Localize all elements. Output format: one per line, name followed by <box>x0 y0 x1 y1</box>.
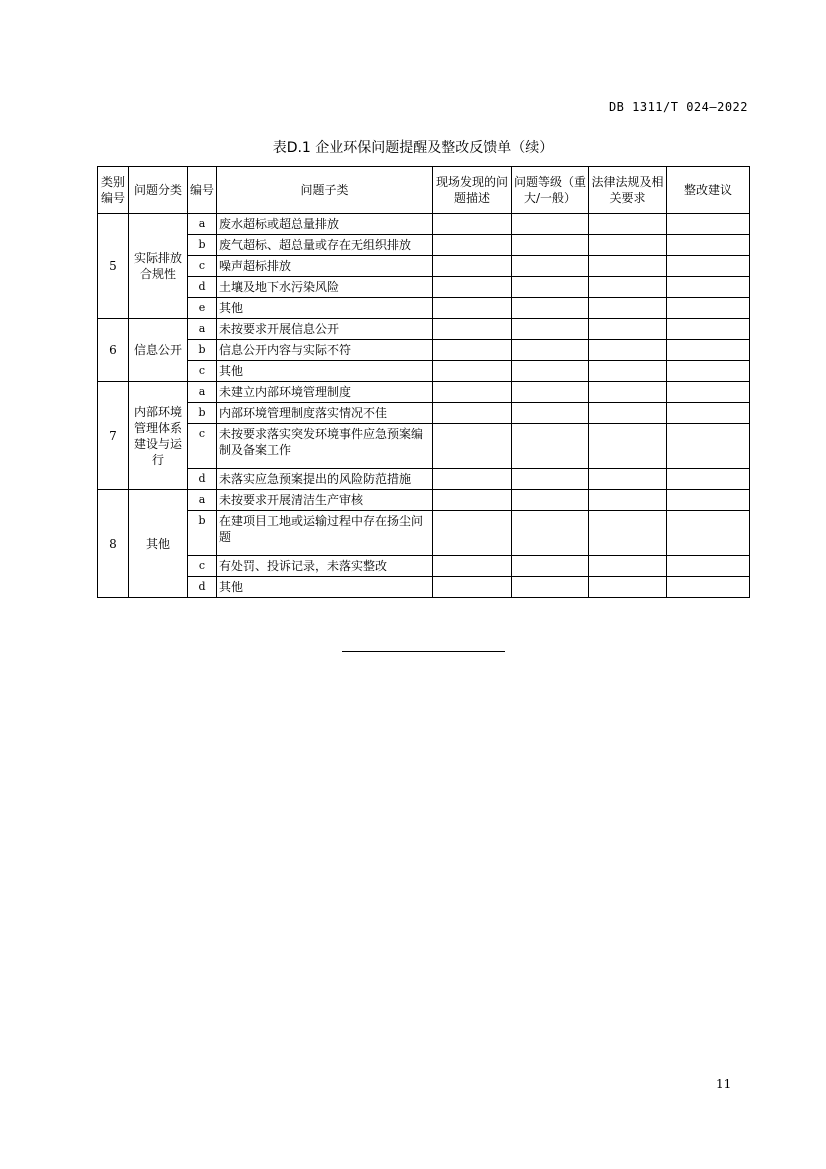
level-cell[interactable] <box>512 256 589 277</box>
item-subcategory-cell: 在建项目工地或运输过程中存在扬尘问题 <box>217 511 433 556</box>
item-letter-cell: c <box>188 424 217 469</box>
level-cell[interactable] <box>512 361 589 382</box>
item-letter-cell: e <box>188 298 217 319</box>
laws-cell[interactable] <box>589 556 667 577</box>
item-subcategory-cell: 废气超标、超总量或存在无组织排放 <box>217 235 433 256</box>
table-row <box>98 298 750 319</box>
item-subcategory-cell: 其他 <box>217 361 433 382</box>
suggestion-cell[interactable] <box>667 424 750 469</box>
suggestion-cell[interactable] <box>667 403 750 424</box>
item-subcategory-cell: 信息公开内容与实际不符 <box>217 340 433 361</box>
laws-cell[interactable] <box>589 298 667 319</box>
header-level: 问题等级（重大/一般） <box>512 167 589 214</box>
level-cell[interactable] <box>512 319 589 340</box>
item-subcategory-cell: 废水超标或超总量排放 <box>217 214 433 235</box>
category-id-cell: 5 <box>98 214 129 319</box>
item-letter-cell: a <box>188 382 217 403</box>
item-subcategory-cell: 未建立内部环境管理制度 <box>217 382 433 403</box>
item-letter-cell: c <box>188 361 217 382</box>
end-rule <box>342 651 505 652</box>
laws-cell[interactable] <box>589 340 667 361</box>
laws-cell[interactable] <box>589 469 667 490</box>
description-cell[interactable] <box>433 403 512 424</box>
category-name-cell: 实际排放合规性 <box>129 214 188 319</box>
description-cell[interactable] <box>433 490 512 511</box>
suggestion-cell[interactable] <box>667 340 750 361</box>
level-cell[interactable] <box>512 577 589 598</box>
suggestion-cell[interactable] <box>667 277 750 298</box>
table-row <box>98 214 750 235</box>
level-cell[interactable] <box>512 382 589 403</box>
description-cell[interactable] <box>433 469 512 490</box>
item-subcategory-cell: 未按要求开展清洁生产审核 <box>217 490 433 511</box>
description-cell[interactable] <box>433 235 512 256</box>
description-cell[interactable] <box>433 214 512 235</box>
category-id-cell: 8 <box>98 490 129 598</box>
category-id-cell: 6 <box>98 319 129 382</box>
item-subcategory-cell: 未按要求开展信息公开 <box>217 319 433 340</box>
header-category-id: 类别编号 <box>98 167 129 214</box>
document-code: DB 1311/T 024—2022 <box>608 100 748 114</box>
category-name-cell: 信息公开 <box>129 319 188 382</box>
table-row <box>98 469 750 490</box>
level-cell[interactable] <box>512 235 589 256</box>
level-cell[interactable] <box>512 469 589 490</box>
suggestion-cell[interactable] <box>667 319 750 340</box>
table-row <box>98 577 750 598</box>
level-cell[interactable] <box>512 556 589 577</box>
item-subcategory-cell: 有处罚、投诉记录，未落实整改 <box>217 556 433 577</box>
suggestion-cell[interactable] <box>667 256 750 277</box>
item-subcategory-cell: 内部环境管理制度落实情况不佳 <box>217 403 433 424</box>
table-row <box>98 319 750 340</box>
laws-cell[interactable] <box>589 277 667 298</box>
suggestion-cell[interactable] <box>667 490 750 511</box>
table-row <box>98 490 750 511</box>
table-row <box>98 403 750 424</box>
level-cell[interactable] <box>512 511 589 556</box>
table-row <box>98 424 750 469</box>
feedback-table <box>97 166 750 598</box>
suggestion-cell[interactable] <box>667 469 750 490</box>
laws-cell[interactable] <box>589 511 667 556</box>
category-name-cell: 其他 <box>129 490 188 598</box>
level-cell[interactable] <box>512 424 589 469</box>
table-title: 表D.1 企业环保问题提醒及整改反馈单（续） <box>272 140 554 156</box>
suggestion-cell[interactable] <box>667 235 750 256</box>
item-subcategory-cell: 未落实应急预案提出的风险防范措施 <box>217 469 433 490</box>
laws-cell[interactable] <box>589 235 667 256</box>
table-row <box>98 511 750 556</box>
level-cell[interactable] <box>512 403 589 424</box>
description-cell[interactable] <box>433 256 512 277</box>
item-subcategory-cell: 噪声超标排放 <box>217 256 433 277</box>
table-body <box>98 214 750 598</box>
item-subcategory-cell: 土壤及地下水污染风险 <box>217 277 433 298</box>
header-category: 问题分类 <box>129 167 188 214</box>
table-row <box>98 382 750 403</box>
suggestion-cell[interactable] <box>667 556 750 577</box>
table-row <box>98 361 750 382</box>
header-row <box>98 167 750 214</box>
description-cell[interactable] <box>433 298 512 319</box>
page-number: 11 <box>716 1077 732 1091</box>
item-letter-cell: b <box>188 511 217 556</box>
item-letter-cell: a <box>188 490 217 511</box>
level-cell[interactable] <box>512 277 589 298</box>
item-letter-cell: b <box>188 340 217 361</box>
level-cell[interactable] <box>512 214 589 235</box>
item-letter-cell: d <box>188 277 217 298</box>
laws-cell[interactable] <box>589 490 667 511</box>
header-laws: 法律法规及相关要求 <box>589 167 667 214</box>
table-row <box>98 256 750 277</box>
description-cell[interactable] <box>433 556 512 577</box>
table-row <box>98 340 750 361</box>
description-cell[interactable] <box>433 424 512 469</box>
laws-cell[interactable] <box>589 382 667 403</box>
description-cell[interactable] <box>433 340 512 361</box>
suggestion-cell[interactable] <box>667 361 750 382</box>
description-cell[interactable] <box>433 319 512 340</box>
level-cell[interactable] <box>512 490 589 511</box>
table-row <box>98 277 750 298</box>
laws-cell[interactable] <box>589 319 667 340</box>
suggestion-cell[interactable] <box>667 577 750 598</box>
item-subcategory-cell: 其他 <box>217 298 433 319</box>
item-subcategory-cell: 其他 <box>217 577 433 598</box>
level-cell[interactable] <box>512 298 589 319</box>
category-id-cell: 7 <box>98 382 129 490</box>
description-cell[interactable] <box>433 382 512 403</box>
suggestion-cell[interactable] <box>667 382 750 403</box>
suggestion-cell[interactable] <box>667 298 750 319</box>
table-row <box>98 235 750 256</box>
laws-cell[interactable] <box>589 403 667 424</box>
item-letter-cell: b <box>188 235 217 256</box>
header-number: 编号 <box>188 167 217 214</box>
item-letter-cell: b <box>188 403 217 424</box>
laws-cell[interactable] <box>589 214 667 235</box>
laws-cell[interactable] <box>589 256 667 277</box>
category-name-cell: 内部环境管理体系建设与运行 <box>129 382 188 490</box>
item-letter-cell: a <box>188 214 217 235</box>
suggestion-cell[interactable] <box>667 511 750 556</box>
laws-cell[interactable] <box>589 361 667 382</box>
item-letter-cell: c <box>188 256 217 277</box>
description-cell[interactable] <box>433 361 512 382</box>
level-cell[interactable] <box>512 340 589 361</box>
header-subcategory: 问题子类 <box>217 167 433 214</box>
table-row <box>98 556 750 577</box>
item-letter-cell: a <box>188 319 217 340</box>
laws-cell[interactable] <box>589 577 667 598</box>
item-letter-cell: d <box>188 577 217 598</box>
suggestion-cell[interactable] <box>667 214 750 235</box>
description-cell[interactable] <box>433 511 512 556</box>
header-description: 现场发现的问题描述 <box>433 167 512 214</box>
header-suggestion: 整改建议 <box>667 167 750 214</box>
item-subcategory-cell: 未按要求落实突发环境事件应急预案编制及备案工作 <box>217 424 433 469</box>
item-letter-cell: d <box>188 469 217 490</box>
description-cell[interactable] <box>433 577 512 598</box>
item-letter-cell: c <box>188 556 217 577</box>
description-cell[interactable] <box>433 277 512 298</box>
laws-cell[interactable] <box>589 424 667 469</box>
